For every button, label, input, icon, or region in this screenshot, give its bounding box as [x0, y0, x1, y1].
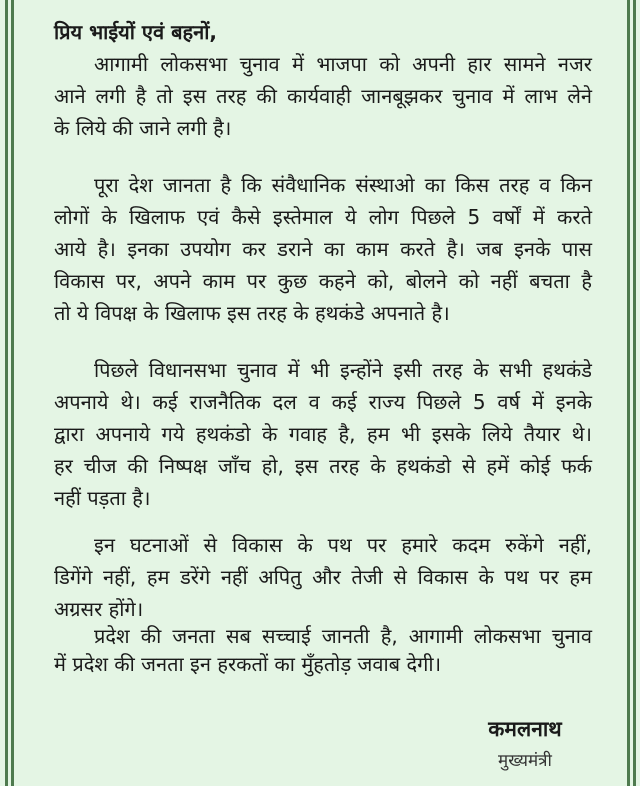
border-left-outer	[5, 0, 8, 786]
border-right-outer	[633, 0, 636, 786]
border-left-inner	[11, 0, 14, 786]
text-line: आने लगी है तो इस तरह की कार्यवाही जानबूझकर चुनाव में लाभ लेने	[54, 84, 592, 108]
text-line: द्वारा अपनाये गये हथकंडो के गवाह है, हम भी इसके लिये तैयार थे।	[54, 422, 592, 446]
greeting: प्रिय भाईयों एवं बहनों,	[54, 20, 217, 44]
text-line: इन घटनाओं से विकास के पथ पर हमारे कदम रुकेंगे नहीं,	[94, 533, 592, 557]
signature-title: मुख्यमंत्री	[498, 751, 552, 771]
text-line: अपनाये थे। कई राजनैतिक दल व कई राज्य पिछले 5 वर्ष में इनके	[54, 390, 592, 414]
signature-name: कमलनाथ	[488, 717, 562, 741]
text-line: नहीं पड़ता है।	[54, 486, 151, 510]
text-line: अग्रसर होंगे।	[54, 597, 144, 621]
text-line: प्रदेश की जनता सब सच्चाई जानती है, आगामी लोकसभा चुनाव	[94, 624, 592, 648]
text-line: विकास पर, अपने काम पर कुछ कहने को, बोलने को नहीं बचता है	[54, 269, 592, 293]
text-line: के लिये की जाने लगी है।	[54, 116, 232, 140]
text-line: आगामी लोकसभा चुनाव में भाजपा को अपनी हार सामने नजर	[94, 52, 592, 76]
text-line: तो ये विपक्ष के खिलाफ इस तरह के हथकंडे अपनाते है।	[54, 301, 450, 325]
text-line: आये है। इनका उपयोग कर डराने का काम करते है। जब इनके पास	[54, 237, 592, 261]
text-line: में प्रदेश की जनता इन हरकतों का मुँहतोड़ जवाब देगी।	[54, 652, 442, 676]
text-line: लोगों के खिलाफ एवं कैसे इस्तेमाल ये लोग पिछले 5 वर्षों में करते	[54, 205, 592, 229]
border-right-inner	[627, 0, 630, 786]
text-line: पिछले विधानसभा चुनाव में भी इन्होंने इसी तरह के सभी हथकंडे	[94, 358, 592, 382]
text-line: हर चीज की निष्पक्ष जाँच हो, इस तरह के हथकंडो से हमें कोई फर्क	[54, 454, 592, 478]
text-line: पूरा देश जानता है कि संवैधानिक संस्थाओ का किस तरह व किन	[94, 173, 592, 197]
text-line: डिगेंगे नहीं, हम डरेंगे नहीं अपितु और तेजी से विकास के पथ पर हम	[54, 565, 592, 589]
